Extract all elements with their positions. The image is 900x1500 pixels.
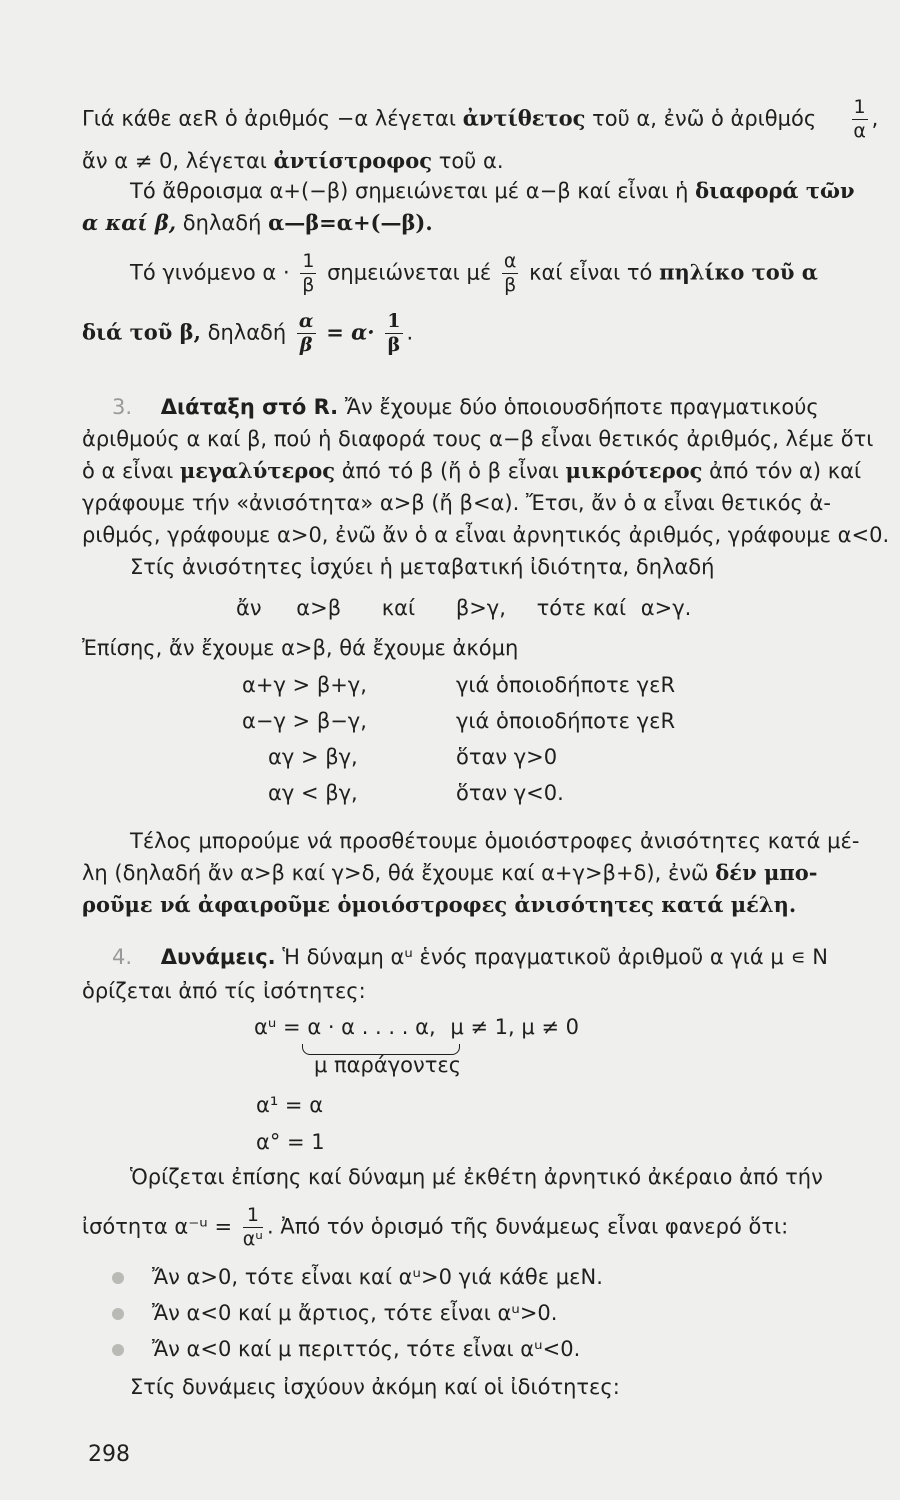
- p3-line1: Τό γινόμενο α · $\frac{1}{\beta}$ σημειώνεται μέ $\frac{\alpha}{\beta}$ καί εἶναι τό πηλίκο τοῦ α: [130, 250, 818, 296]
- inequality-row: α+γ > β+γ, γιά ὁποιοδήποτε γεR: [242, 673, 676, 697]
- section3-line6: Στίς ἀνισότητες ἰσχύει ἡ μεταβατική ἰδιότητα, δηλαδή: [130, 555, 715, 579]
- section3-line5: ριθμός, γράφουμε α>0, ἐνῶ ἄν ὁ α εἶναι ἀρνητικός ἀριθμός, γράφουμε α<0.: [82, 523, 890, 547]
- section3-title: Διάταξη στό R.: [160, 395, 339, 419]
- p3-line2: διά τοῦ β, δηλαδή $\frac{\alpha}{\beta}$ = α· $\frac{1}{\beta}$ .: [82, 310, 414, 356]
- negative-exp-line2: ἰσότητα α⁻ᵘ = $\frac{1}{\text{αᵘ}}$ . Ἀπό τόν ὁρισμό τῆς δυνάμεως εἶναι φανερό ὅτι:: [82, 1204, 789, 1250]
- section4-line2: ὁρίζεται ἀπό τίς ἰσότητες:: [82, 979, 366, 1003]
- inequality-row: αγ > βγ, ὅταν γ>0: [268, 745, 558, 769]
- bullet-item: Ἄν α<0 καί μ ἄρτιος, τότε εἶναι αᵘ>0.: [112, 1298, 900, 1328]
- bullet-icon: [112, 1272, 124, 1284]
- section3-number: 3.: [112, 395, 133, 419]
- section4-last-line: Στίς δυνάμεις ἰσχύουν ἀκόμη καί οἱ ἰδιότητες:: [130, 1375, 620, 1399]
- inequality-row: αγ < βγ, ὅταν γ<0.: [268, 781, 564, 805]
- power-definition: αᵘ = α · α . . . . α, μ ≠ 1, μ ≠ 0: [254, 1015, 579, 1039]
- section4-heading: 4. Δυνάμεις. Ἡ δύναμη αᵘ ἑνός πραγματικοῦ ἀριθμοῦ α γιά μ ∊ N: [112, 945, 828, 969]
- fraction-1-over-a-mu: $\frac{1}{\text{αᵘ}}$: [242, 1204, 263, 1250]
- transitive-property: ἄν α>β καί β>γ, τότε καί α>γ.: [236, 596, 692, 620]
- fraction-1-over-b: $\frac{1}{\beta}$: [302, 250, 315, 296]
- section3-heading: 3. Διάταξη στό R. Ἄν ἔχουμε δύο ὁποιουσδήποτε πραγματικούς: [112, 395, 819, 419]
- p1-line2: ἄν α ≠ 0, λέγεται ἀντίστροφος τοῦ α.: [82, 148, 504, 173]
- underbrace-label: μ παράγοντες: [314, 1053, 462, 1077]
- p2-line1: Τό ἄθροισμα α+(−β) σημειώνεται μέ α−β καί εἶναι ἡ διαφορά τῶν: [130, 178, 855, 203]
- inequality-row: α−γ > β−γ, γιά ὁποιοδήποτε γεR: [242, 709, 676, 733]
- section3-final-line2: λη (δηλαδή ἄν α>β καί γ>δ, θά ἔχουμε καί α+γ>β+δ), ἐνῶ δέν μπο-: [82, 860, 818, 885]
- section3-line2: ἀριθμούς α καί β, πού ἡ διαφορά τους α−β εἶναι θετικός ἀριθμός, λέμε ὅτι: [82, 427, 874, 451]
- fraction-1-over-a: $\frac{1}{\alpha}$: [853, 96, 866, 142]
- bullet-icon: [112, 1344, 124, 1356]
- fraction-a-over-b: $\frac{\alpha}{\beta}$: [503, 250, 517, 296]
- p2-line2: α καί β, δηλαδή α—β=α+(—β).: [82, 210, 433, 235]
- power-zero: α° = 1: [256, 1130, 325, 1154]
- section4-number: 4.: [112, 945, 133, 969]
- page-number: 298: [88, 1442, 130, 1467]
- section4-title: Δυνάμεις.: [160, 945, 276, 969]
- bullet-item: Ἄν α<0 καί μ περιττός, τότε εἶναι αᵘ<0.: [112, 1334, 900, 1364]
- bullet-item: Ἄν α>0, τότε εἶναι καί αᵘ>0 γιά κάθε μεN.: [112, 1262, 900, 1292]
- section3-line4: γράφουμε τήν «ἀνισότητα» α>β (ἤ β<α). Ἔτσι, ἄν ὁ α εἶναι θετικός ἀ-: [82, 491, 831, 515]
- power-one: α¹ = α: [256, 1093, 324, 1117]
- p1-line1: Γιά κάθε αεR ὁ ἀριθμός −α λέγεται ἀντίθετος τοῦ α, ἐνῶ ὁ ἀριθμός $\frac{1}{\alpha}$ ,: [82, 96, 879, 142]
- also-line: Ἐπίσης, ἄν ἔχουμε α>β, θά ἔχουμε ἀκόμη: [82, 636, 519, 660]
- section3-final-line1: Τέλος μπορούμε νά προσθέτουμε ὁμοιόστροφες ἀνισότητες κατά μέ-: [130, 829, 860, 853]
- fraction-quotient: $\frac{\alpha}{\beta}$: [298, 310, 314, 356]
- bullet-icon: [112, 1308, 124, 1320]
- fraction-1-over-b-bold: $\frac{1}{\beta}$: [387, 310, 401, 356]
- section3-final-line3: ροῦμε νά ἀφαιροῦμε ὁμοιόστροφες ἀνισότητες κατά μέλη.: [82, 892, 797, 917]
- section3-line3: ὁ α εἶναι μεγαλύτερος ἀπό τό β (ἤ ὁ β εἶναι μικρότερος ἀπό τόν α) καί: [82, 458, 862, 483]
- negative-exp-line1: Ὁρίζεται ἐπίσης καί δύναμη μέ ἐκθέτη ἀρνητικό ἀκέραιο ἀπό τήν: [130, 1165, 823, 1189]
